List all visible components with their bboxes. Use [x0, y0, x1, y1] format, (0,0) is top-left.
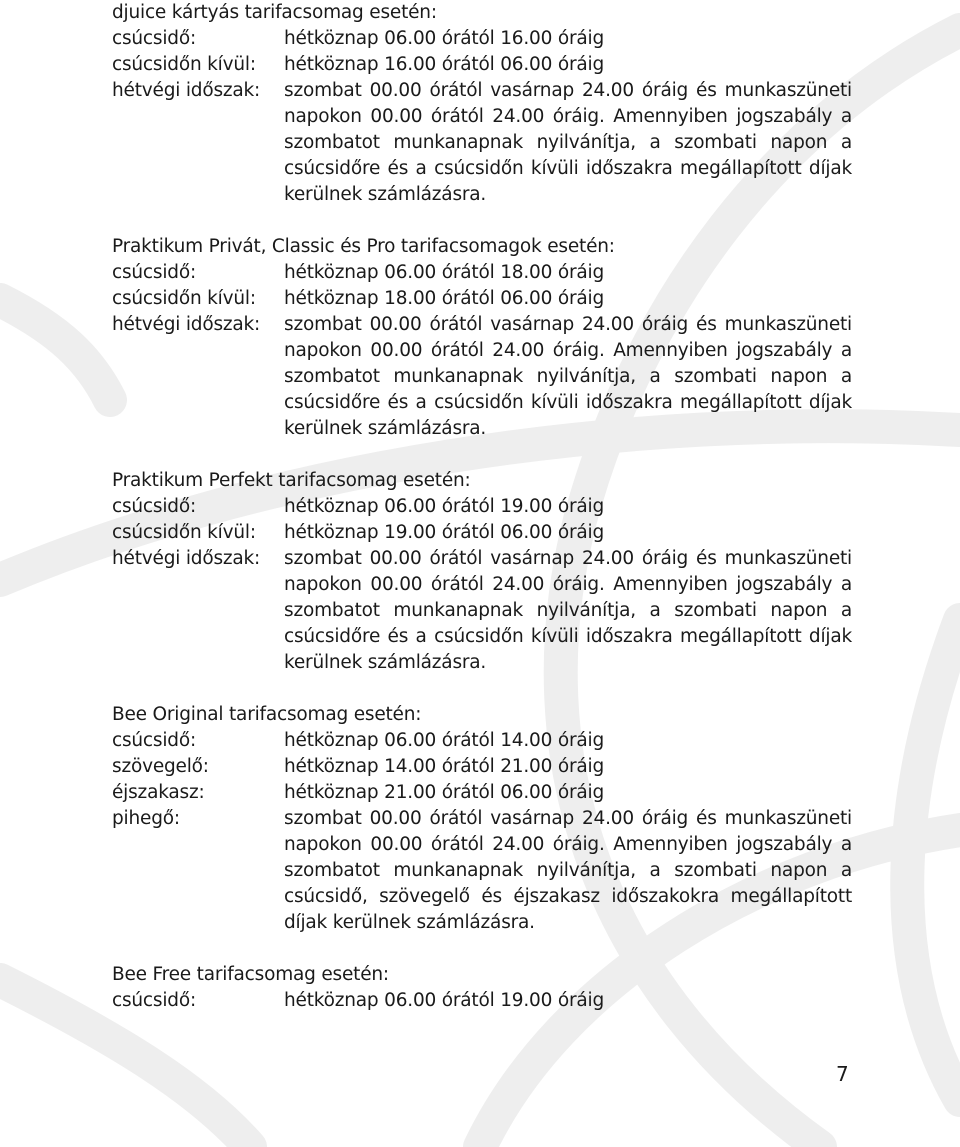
period-value: hétköznap 14.00 órától 21.00 óráig [284, 756, 605, 777]
period-label: csúcsidő: [112, 990, 196, 1011]
period-row [112, 754, 852, 780]
period-value: hétköznap 06.00 órától 19.00 óráig [284, 496, 605, 517]
period-label: csúcsidőn kívül: [112, 288, 256, 309]
tariff-document [112, 0, 852, 1014]
period-row [112, 26, 852, 52]
period-value: szombat 00.00 órától vasárnap 24.00 óráig és munkaszüneti napokon 00.00 órától 24.00 óráig. Amennyiben jogszabály a szombatot munkanapnak nyilvánítja, a szombati napon a csúcsidőre és a csúcsidőn kívüli időszakra megállapított díjak kerülnek számlázásra. [284, 314, 852, 439]
tariff-section [112, 468, 852, 676]
period-label: pihegő: [112, 808, 180, 829]
tariff-section [112, 702, 852, 936]
page-number: 7 [836, 1062, 849, 1086]
tariff-section [112, 0, 852, 208]
period-label: éjszakasz: [112, 782, 205, 803]
period-value: hétköznap 21.00 órától 06.00 óráig [284, 782, 605, 803]
period-row [112, 260, 852, 286]
period-value: hétköznap 06.00 órától 16.00 óráig [284, 28, 605, 49]
period-row [112, 546, 852, 676]
period-row [112, 988, 852, 1014]
period-label: csúcsidő: [112, 730, 196, 751]
period-value: hétköznap 06.00 órától 14.00 óráig [284, 730, 605, 751]
period-label: szövegelő: [112, 756, 209, 777]
period-label: hétvégi időszak: [112, 80, 261, 101]
period-value: szombat 00.00 órától vasárnap 24.00 óráig és munkaszüneti napokon 00.00 órától 24.00 óráig. Amennyiben jogszabály a szombatot munkanapnak nyilvánítja, a szombati napon a csúcsidő, szövegelő és éjszakasz időszakokra megállapított díjak kerülnek számlázásra. [284, 808, 852, 933]
period-row [112, 78, 852, 208]
period-value: hétköznap 16.00 órától 06.00 óráig [284, 54, 605, 75]
period-row [112, 520, 852, 546]
period-row [112, 780, 852, 806]
section-title: djuice kártyás tarifacsomag esetén: [112, 2, 437, 23]
period-row [112, 728, 852, 754]
section-title: Bee Original tarifacsomag esetén: [112, 704, 422, 725]
period-row [112, 52, 852, 78]
period-row [112, 806, 852, 936]
period-row [112, 494, 852, 520]
period-label: csúcsidő: [112, 496, 196, 517]
tariff-section [112, 962, 852, 1014]
period-label: csúcsidő: [112, 262, 196, 283]
period-value: szombat 00.00 órától vasárnap 24.00 óráig és munkaszüneti napokon 00.00 órától 24.00 óráig. Amennyiben jogszabály a szombatot munkanapnak nyilvánítja, a szombati napon a csúcsidőre és a csúcsidőn kívüli időszakra megállapított díjak kerülnek számlázásra. [284, 80, 852, 205]
period-label: csúcsidő: [112, 28, 196, 49]
period-label: hétvégi időszak: [112, 314, 261, 335]
section-title: Praktikum Perfekt tarifacsomag esetén: [112, 470, 471, 491]
tariff-section [112, 234, 852, 442]
section-title: Bee Free tarifacsomag esetén: [112, 964, 389, 985]
period-value: hétköznap 06.00 órától 19.00 óráig [284, 990, 605, 1011]
period-label: hétvégi időszak: [112, 548, 261, 569]
period-label: csúcsidőn kívül: [112, 54, 256, 75]
period-value: hétköznap 19.00 órától 06.00 óráig [284, 522, 605, 543]
period-value: hétköznap 06.00 órától 18.00 óráig [284, 262, 605, 283]
period-value: hétköznap 18.00 órától 06.00 óráig [284, 288, 605, 309]
period-row [112, 312, 852, 442]
period-value: szombat 00.00 órától vasárnap 24.00 óráig és munkaszüneti napokon 00.00 órától 24.00 óráig. Amennyiben jogszabály a szombatot munkanapnak nyilvánítja, a szombati napon a csúcsidőre és a csúcsidőn kívüli időszakra megállapított díjak kerülnek számlázásra. [284, 548, 852, 673]
section-title: Praktikum Privát, Classic és Pro tarifacsomagok esetén: [112, 236, 615, 257]
period-label: csúcsidőn kívül: [112, 522, 256, 543]
period-row [112, 286, 852, 312]
